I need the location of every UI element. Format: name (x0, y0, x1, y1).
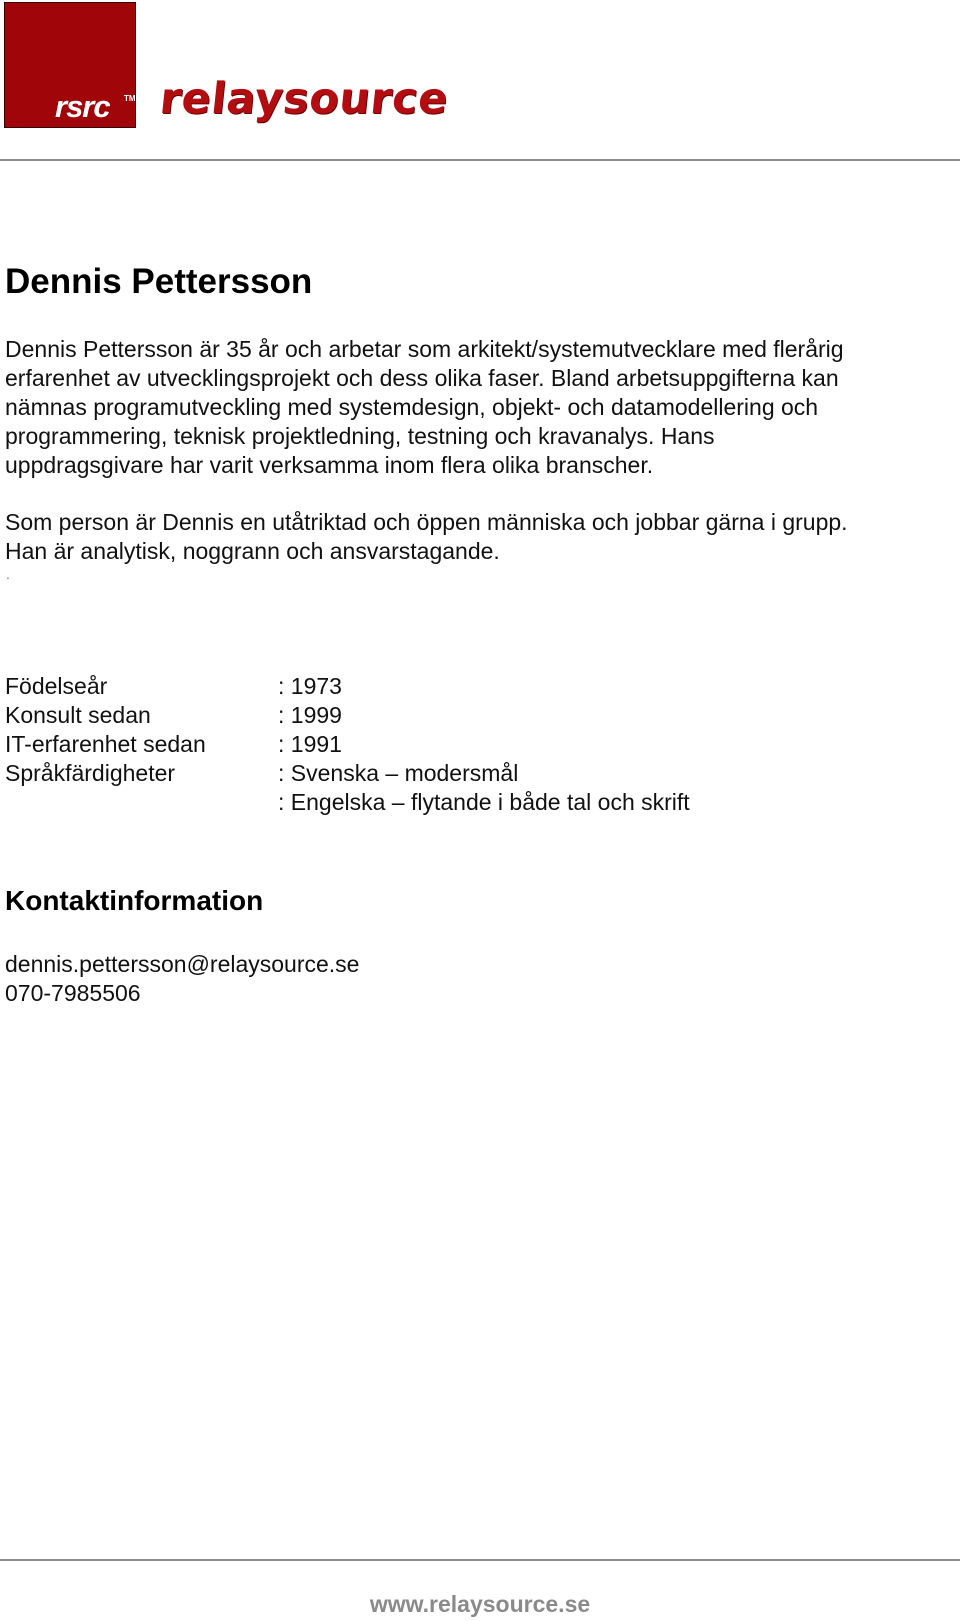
bio-line: uppdragsgivare har varit verksamma inom flera olika branscher. (5, 452, 654, 478)
fact-value: : 1973 (278, 673, 342, 699)
contact-email: dennis.pettersson@relaysource.se (5, 951, 360, 977)
fact-row-languages (5, 759, 905, 788)
bio-paragraph-1 (5, 335, 950, 480)
fact-label: Födelseår (5, 673, 108, 699)
fact-label (5, 788, 278, 817)
bio-line: nämnas programutveckling med systemdesign, objekt- och datamodellering och (5, 394, 819, 420)
fact-value: : 1999 (278, 702, 342, 728)
bio-line: erfarenhet av utvecklingsprojekt och dess olika faser. Bland arbetsuppgifterna kan (5, 365, 839, 391)
fact-label: Språkfärdigheter (5, 760, 176, 786)
bio-line: programmering, teknisk projektledning, testning och kravanalys. Hans (5, 423, 715, 449)
bio-line: Han är analytisk, noggrann och ansvarstagande. (5, 538, 500, 564)
footer-divider (0, 1559, 960, 1561)
fact-value: : Svenska – modersmål (278, 760, 519, 786)
fact-value: : 1991 (278, 731, 342, 757)
rsrc-logo-box (4, 2, 136, 128)
fact-row-languages-2 (5, 788, 905, 817)
facts-table (5, 672, 905, 817)
contact-details (5, 950, 359, 1008)
fact-row-it-experience-since (5, 730, 905, 759)
fact-label: IT-erfarenhet sedan (5, 731, 206, 757)
consultant-name: Dennis Pettersson (5, 262, 313, 301)
relaysource-wordmark: relaysource (157, 74, 451, 124)
contact-heading: Kontaktinformation (5, 885, 264, 916)
footer-website-link[interactable]: www.relaysource.se (369, 1591, 591, 1617)
fact-label: Konsult sedan (5, 702, 151, 728)
stray-dot: . (6, 566, 10, 582)
contact-phone: 070-7985506 (5, 980, 141, 1006)
bio-line: Dennis Pettersson är 35 år och arbetar som arkitekt/systemutvecklare med flerårig (5, 336, 844, 362)
fact-row-birth-year (5, 672, 905, 701)
header-divider (0, 159, 960, 161)
logo-box-text: rsrc (55, 89, 110, 124)
fact-row-consultant-since (5, 701, 905, 730)
bio-paragraph-2 (5, 508, 950, 566)
bio-line: Som person är Dennis en utåtriktad och öppen människa och jobbar gärna i grupp. (5, 509, 848, 535)
logo-trademark: TM (124, 94, 136, 103)
fact-value: : Engelska – flytande i både tal och skrift (278, 789, 690, 815)
